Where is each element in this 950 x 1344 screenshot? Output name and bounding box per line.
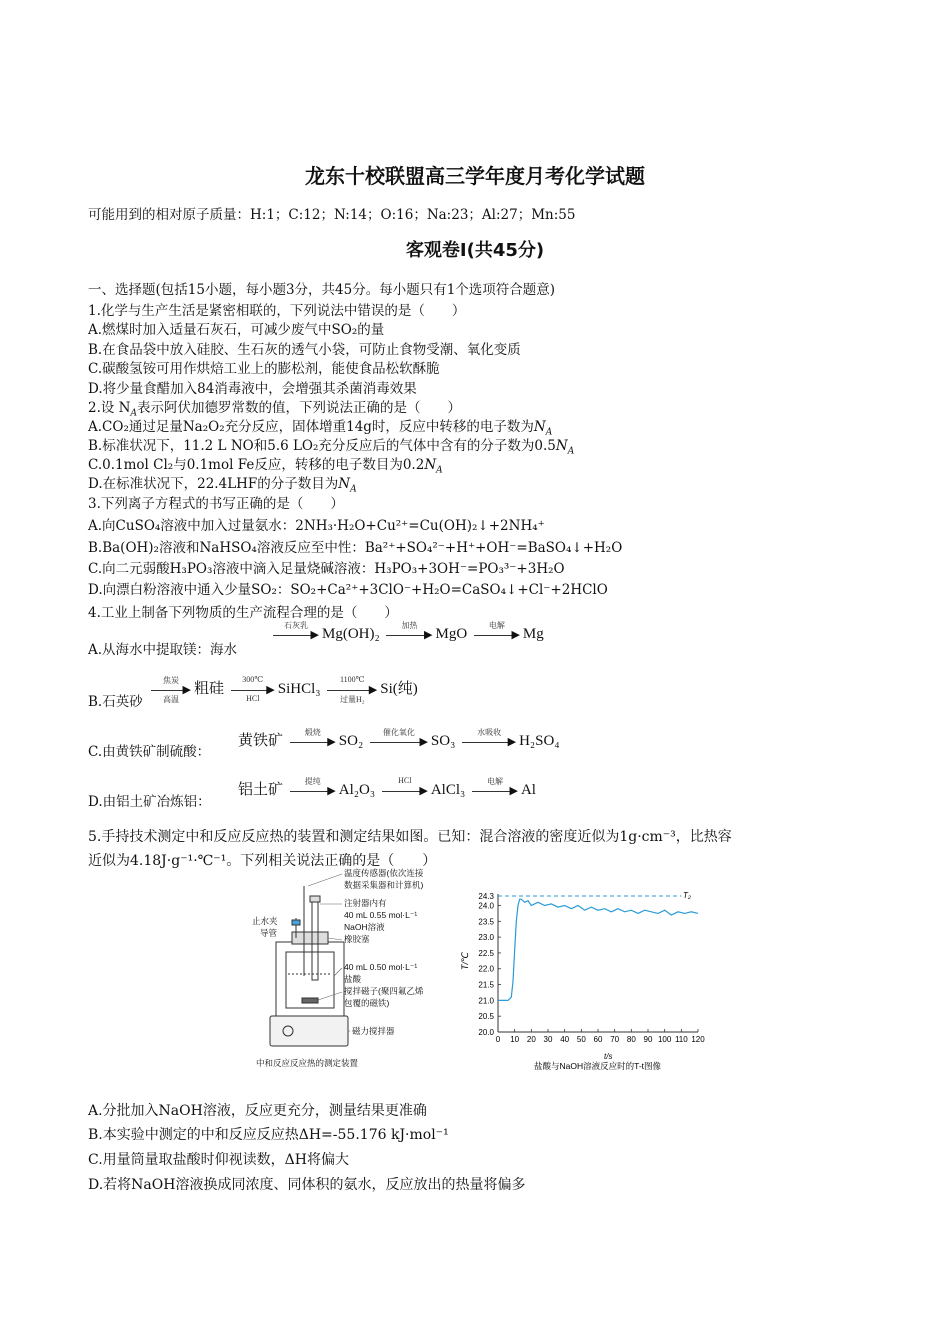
reaction-arrow: 焦炭 ▶ 高温 <box>151 682 191 698</box>
x-tick-label: 50 <box>576 1035 586 1044</box>
label-stirrer: 磁力搅拌器 <box>352 1026 395 1036</box>
section-intro: 一、选择题(包括15小题，每小题3分，共45分。每小题只有1个选项符合题意) <box>88 282 556 298</box>
y-tick-label: 21.0 <box>478 996 494 1006</box>
label-tube: 导管 <box>260 928 278 938</box>
q3-option-b: B.Ba(OH)₂溶液和NaHSO₄溶液反应至中性：Ba²⁺+SO₄²⁻+H⁺+OH⁻=BaSO₄↓+H₂O <box>88 540 623 556</box>
reaction-arrow: 电解 ▶ <box>474 627 520 643</box>
q2-option-b: B.标准状况下，11.2 L NO和5.6 LO₂充分反应后的气体中含有的分子数为$0.5N_A$ <box>88 438 575 457</box>
section-title: 客观卷Ⅰ(共45分) <box>405 240 545 261</box>
q1-option-d: D.将少量食醋加入84消毒液中，会增强其杀菌消毒效果 <box>88 381 417 397</box>
q2-option-d: D.在标准状况下，22.4LHF的分子数目为$N_A$ <box>88 476 357 495</box>
stir-bar <box>302 998 318 1003</box>
temperature-time-chart <box>460 891 705 1071</box>
x-tick-label: 70 <box>610 1035 620 1044</box>
label-sensor-2: 数据采集器和计算机) <box>344 880 424 890</box>
label-stir-2: 包覆的磁铁) <box>344 998 390 1008</box>
y-tick-label: 23.0 <box>478 933 494 943</box>
label-stir-1: 搅拌磁子(聚四氟乙烯 <box>344 986 424 996</box>
x-axis-label: t/s <box>604 1052 613 1061</box>
q4-option-b-flow: 焦炭 ▶ 高温 粗硅 300℃ ▶ HCl SiHCl₃ 1100℃ ▶ 过量H₂ Si(纯) <box>148 677 418 698</box>
page-title: 龙东十校联盟高三学年度月考化学试题 <box>305 164 645 188</box>
q4-option-c-label: C.由黄铁矿制硫酸： <box>88 744 211 760</box>
q1-stem: 1.化学与生产生活是紧密相联的，下列说法中错误的是（ ） <box>88 303 466 319</box>
y-tick-label: 23.5 <box>478 917 494 927</box>
q1-option-a: A.燃煤时加入适量石灰石，可减少废气中SO₂的量 <box>88 322 385 338</box>
label-syringe: 注射器内有 <box>344 898 387 908</box>
q5-option-a: A.分批加入NaOH溶液，反应更充分，测量结果更准确 <box>88 1103 427 1119</box>
x-tick-label: 120 <box>691 1035 705 1044</box>
reaction-arrow: 石灰乳 ▶ <box>273 627 319 643</box>
x-tick-label: 100 <box>657 1035 672 1044</box>
q1-option-b: B.在食品袋中放入硅胶、生石灰的透气小袋，可防止食物受潮、氧化变质 <box>88 342 521 358</box>
reaction-arrow: 300℃ ▶ HCl <box>231 682 275 698</box>
q4-option-d-flow: 铝土矿 提纯 ▶ Al₂O₃ HCl ▶ AlCl₃ 电解 ▶ Al <box>238 775 536 798</box>
x-tick-label: 80 <box>626 1035 636 1044</box>
label-sensor-1: 温度传感器(依次连接 <box>344 868 424 878</box>
q4-option-b-label: B.石英砂 <box>88 694 143 710</box>
apparatus-caption: 中和反应反应热的测定装置 <box>256 1058 359 1068</box>
q5-figure <box>252 866 712 1076</box>
q5-stem-line1: 5.手持技术测定中和反应反应热的装置和测定结果如图。已知：混合溶液的密度近似为1g·cm⁻³，比热容 <box>88 829 732 845</box>
y-tick-label: 22.5 <box>478 948 494 958</box>
q5-option-b: B.本实验中测定的中和反应反应热ΔH=-55.176 kJ·mol⁻¹ <box>88 1127 449 1143</box>
label-hcl-2: 盐酸 <box>344 974 362 984</box>
label-naoh-1: 40 mL 0.55 mol·L⁻¹ <box>344 910 418 920</box>
y-tick-label: 22.0 <box>478 964 494 974</box>
y-tick-label: 21.5 <box>478 980 494 990</box>
q4-stem: 4.工业上制备下列物质的生产流程合理的是（ ） <box>88 605 398 621</box>
y-tick-label: 24.0 <box>478 901 494 911</box>
rubber-stopper <box>292 932 328 944</box>
q1-option-c: C.碳酸氢铵可用作烘焙工业上的膨松剂，能使食品松软酥脆 <box>88 361 440 377</box>
water-clamp <box>292 920 300 925</box>
q4-option-a-label: A.从海水中提取镁：海水 <box>88 642 238 658</box>
x-tick-label: 110 <box>674 1035 688 1044</box>
reaction-arrow: 1100℃ ▶ 过量H₂ <box>327 682 377 698</box>
x-tick-label: 90 <box>643 1035 653 1044</box>
q3-option-c: C.向二元弱酸H₃PO₃溶液中滴入足量烧碱溶液：H₃PO₃+3OH⁻=PO₃³⁻+3H₂O <box>88 561 565 577</box>
y-axis-label: T/℃ <box>460 951 470 970</box>
q2-option-c: C.0.1mol Cl₂与0.1mol Fe反应，转移的电子数目为$0.2N_A$ <box>88 457 443 476</box>
label-clamp: 止水夹 <box>252 916 278 926</box>
reaction-arrow: 催化氧化 ▶ <box>370 734 428 750</box>
q2-option-a: A.CO₂通过足量Na₂O₂充分反应，固体增重14g时，反应中转移的电子数为$N_A$ <box>88 419 553 438</box>
reaction-arrow: 加热 ▶ <box>386 627 432 643</box>
reaction-arrow: 提纯 ▶ <box>290 783 336 799</box>
q3-option-d: D.向漂白粉溶液中通入少量SO₂：SO₂+Ca²⁺+3ClO⁻+H₂O=CaSO₄↓+Cl⁻+2HClO <box>88 582 608 598</box>
reaction-arrow: 煅烧 ▶ <box>290 734 336 750</box>
reaction-arrow: HCl ▶ <box>382 783 428 799</box>
q3-stem: 3.下列离子方程式的书写正确的是（ ） <box>88 496 344 512</box>
q2-stem: 2.设 $N_A$表示阿伏加德罗常数的值，下列说法正确的是（ ） <box>88 400 461 419</box>
q4-option-a-flow: 石灰乳 ▶ Mg(OH)₂ 加热 ▶ MgO 电解 ▶ Mg <box>270 626 544 643</box>
q4-option-d-label: D.由铝土矿冶炼铝： <box>88 794 211 810</box>
reaction-arrow: 水吸收 ▶ <box>462 734 516 750</box>
y-tick-label: 20.5 <box>478 1012 494 1022</box>
magnetic-stirrer-base <box>270 1016 348 1046</box>
reference-line-label: T₂ <box>683 891 691 900</box>
label-hcl-1: 40 mL 0.50 mol·L⁻¹ <box>344 962 418 972</box>
atomic-masses: 可能用到的相对原子质量：H:1；C:12；N:14；O:16；Na:23；Al:27；Mn:55 <box>88 207 576 223</box>
q5-option-c: C.用量筒量取盐酸时仰视读数，ΔH将偏大 <box>88 1152 349 1168</box>
y-tick-label: 24.3 <box>478 892 494 901</box>
x-tick-label: 30 <box>543 1035 553 1044</box>
temperature-series-line <box>498 899 698 1000</box>
x-tick-label: 60 <box>593 1035 603 1044</box>
label-naoh-2: NaOH溶液 <box>344 922 385 932</box>
label-stopper: 橡胶塞 <box>344 934 370 944</box>
q3-option-a: A.向CuSO₄溶液中加入过量氨水：2NH₃·H₂O+Cu²⁺=Cu(OH)₂↓+2NH₄⁺ <box>88 518 545 534</box>
x-tick-label: 20 <box>526 1035 536 1044</box>
chart-caption: 盐酸与NaOH溶液反应时的T-t图像 <box>534 1061 662 1071</box>
x-tick-label: 0 <box>495 1035 501 1044</box>
q5-stem-line2: 近似为4.18J·g⁻¹·℃⁻¹。下列相关说法正确的是（ ） <box>88 853 437 869</box>
x-tick-label: 40 <box>560 1035 570 1044</box>
q4-option-c-flow: 黄铁矿 煅烧 ▶ SO₂ 催化氧化 ▶ SO₃ 水吸收 ▶ H₂SO₄ <box>238 727 560 749</box>
apparatus-diagram <box>270 886 348 1046</box>
reaction-arrow: 电解 ▶ <box>472 783 518 799</box>
q5-option-d: D.若将NaOH溶液换成同浓度、同体积的氨水，反应放出的热量将偏多 <box>88 1177 526 1193</box>
x-tick-label: 10 <box>510 1035 520 1044</box>
y-tick-label: 20.0 <box>478 1028 494 1037</box>
